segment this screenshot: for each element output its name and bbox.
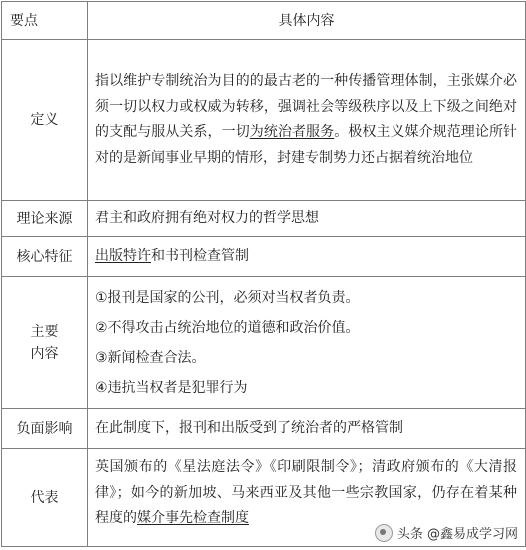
header-key-points: 要点	[2, 2, 88, 40]
row-core-features	[2, 237, 526, 277]
header-details: 具体内容	[88, 2, 526, 40]
header-row	[2, 2, 526, 40]
negative-impact-label: 负面影响	[2, 409, 88, 449]
row-main-content	[2, 277, 526, 409]
watermark-text: 头条 @鑫易成学习网	[396, 527, 518, 542]
main-content-label-line2: 内容	[30, 345, 59, 362]
theory-source-text: 君主和政府拥有绝对权力的哲学思想	[88, 201, 526, 237]
main-content-item-4: ④违抗当权者是犯罪行为	[95, 379, 248, 396]
representative-label: 代表	[2, 449, 88, 547]
core-features-label: 核心特征	[2, 237, 88, 277]
representative-text-before: 英国颁布的《星法庭法令》《印刷限制令》；清政府颁布的《大清报律》；如今的新加坡、马来西亚及其他一些宗教国家，仍存在着某种程度的	[95, 459, 517, 526]
content-table	[1, 1, 526, 547]
definition-text-underlined: 为统治者服务	[249, 124, 335, 140]
core-features-content	[88, 237, 526, 277]
main-content-label-line1: 主要	[30, 323, 59, 340]
main-content-item-3: ③新闻检查合法。	[95, 349, 206, 366]
watermark	[375, 523, 518, 542]
main-content-item-2: ②不得攻击占统治地位的道德和政治价值。	[95, 319, 360, 336]
main-content-item-1: ①报刊是国家的公刊，必须对当权者负责。	[95, 289, 360, 306]
definition-content	[88, 40, 526, 201]
theory-source-label: 理论来源	[2, 201, 88, 237]
definition-text-before: 指以维护专制统治为目的的最古老的一种传播管理体制，主张媒介必须一切以权力或权威为转移，强调社会等级秩序以及上下级之间绝对的支配与服从关系，一切	[95, 73, 517, 140]
row-negative-impact	[2, 409, 526, 449]
core-features-text-after: 和书刊检查管制	[151, 247, 249, 264]
negative-impact-text: 在此制度下，报刊和出版受到了统治者的严格管制	[88, 409, 526, 449]
definition-label: 定义	[2, 40, 88, 201]
main-content-label	[2, 277, 88, 409]
definition-text-after: 。极权主义媒介规范理论所针对的是新闻事业早期的情形，封建专制势力还占据着统治地位	[95, 124, 518, 166]
avatar-icon	[375, 524, 393, 542]
main-content-list	[88, 277, 526, 409]
row-definition	[2, 40, 526, 201]
row-theory-source	[2, 201, 526, 237]
representative-text-underlined: 媒介事先检查制度	[137, 510, 249, 526]
core-features-underlined: 出版特许	[95, 247, 151, 264]
